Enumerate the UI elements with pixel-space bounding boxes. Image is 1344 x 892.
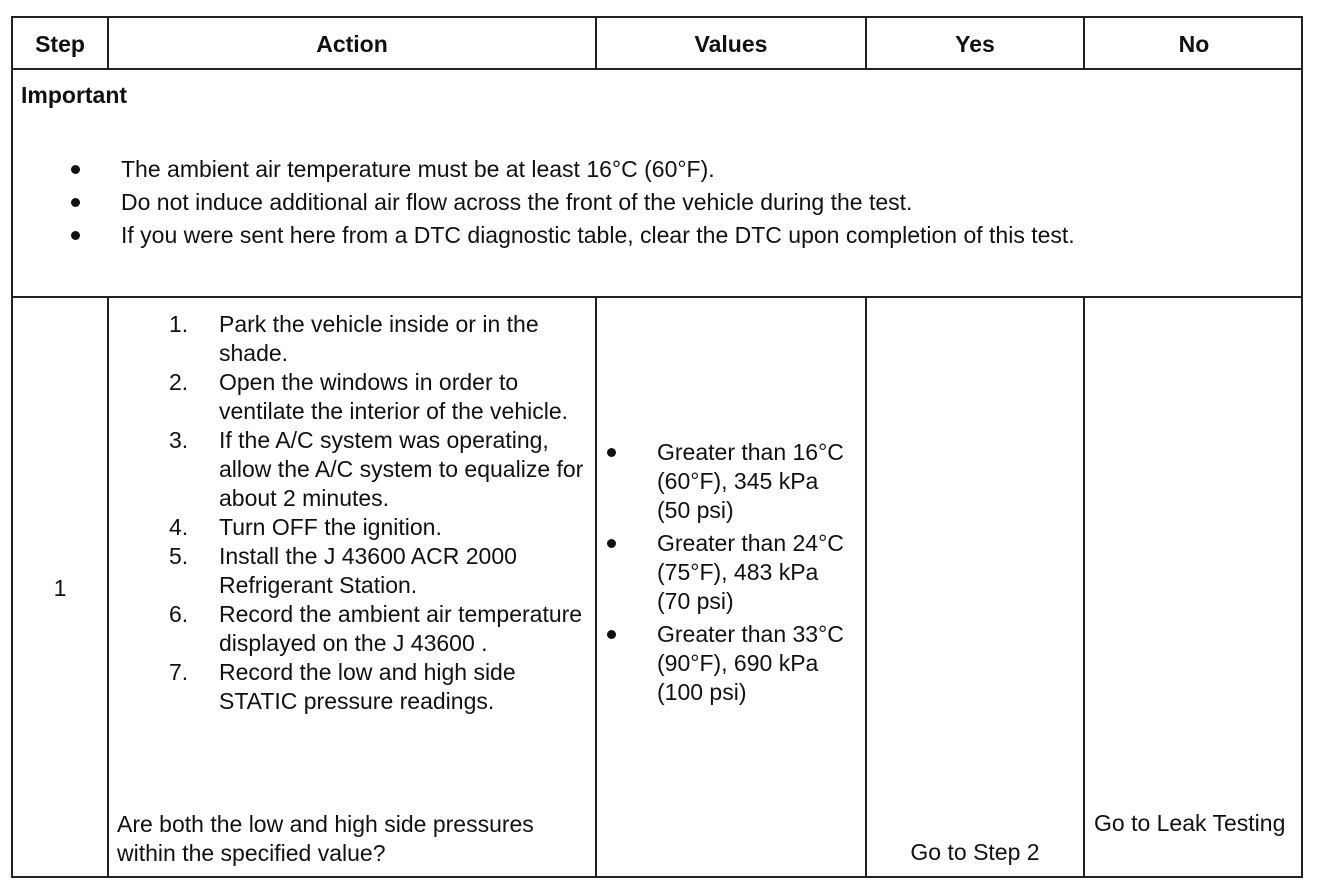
value-item: Greater than 16°C (60°F), 345 kPa (50 psi)	[605, 438, 845, 525]
action-item: 3. If the A/C system was operating, allow the A/C system to equalize for about 2 minutes.	[169, 427, 584, 511]
action-item: 4. Turn OFF the ignition.	[169, 514, 442, 540]
bullet-icon	[71, 198, 80, 207]
action-item: 6. Record the ambient air temperature displayed on the J 43600 .	[169, 601, 583, 656]
bullet-icon	[71, 165, 80, 174]
important-note: If you were sent here from a DTC diagnostic table, clear the DTC upon completion of this test.	[121, 222, 1075, 248]
col-divider	[865, 296, 867, 876]
important-title: Important	[21, 82, 128, 108]
bullet-icon	[607, 448, 616, 457]
important-note: Do not induce additional air flow across the front of the vehicle during the test.	[121, 189, 913, 215]
diagnostic-table	[11, 16, 1303, 878]
header-no: No	[1178, 30, 1210, 57]
action-item: 2. Open the windows in order to ventilate the interior of the vehicle.	[169, 369, 569, 424]
header-yes: Yes	[955, 30, 995, 57]
no-result-link[interactable]: Go to Leak Testing	[1094, 810, 1286, 836]
bullet-icon	[607, 539, 616, 548]
header-values: Values	[694, 30, 768, 57]
col-divider	[107, 296, 109, 876]
step-number: 1	[53, 575, 67, 601]
value-item: Greater than 33°C (90°F), 690 kPa (100 psi)	[605, 620, 845, 707]
header-action: Action	[316, 30, 388, 57]
action-question: Are both the low and high side pressures within the specified value?	[117, 811, 534, 866]
yes-result-link[interactable]: Go to Step 2	[910, 839, 1040, 865]
action-list	[169, 310, 589, 716]
col-divider	[1083, 296, 1085, 876]
action-item: 1. Park the vehicle inside or in the shade.	[169, 311, 539, 366]
action-item: 5. Install the J 43600 ACR 2000 Refrigerant Station.	[169, 543, 517, 598]
bullet-icon	[607, 630, 616, 639]
header-step: Step	[35, 30, 85, 57]
bullet-icon	[71, 231, 80, 240]
value-item: Greater than 24°C (75°F), 483 kPa (70 psi)	[605, 529, 845, 616]
values-list	[605, 438, 845, 711]
col-divider	[595, 296, 597, 876]
important-note: The ambient air temperature must be at least 16°C (60°F).	[121, 156, 715, 182]
important-divider	[13, 296, 1301, 298]
action-item: 7. Record the low and high side STATIC pressure readings.	[169, 659, 516, 714]
